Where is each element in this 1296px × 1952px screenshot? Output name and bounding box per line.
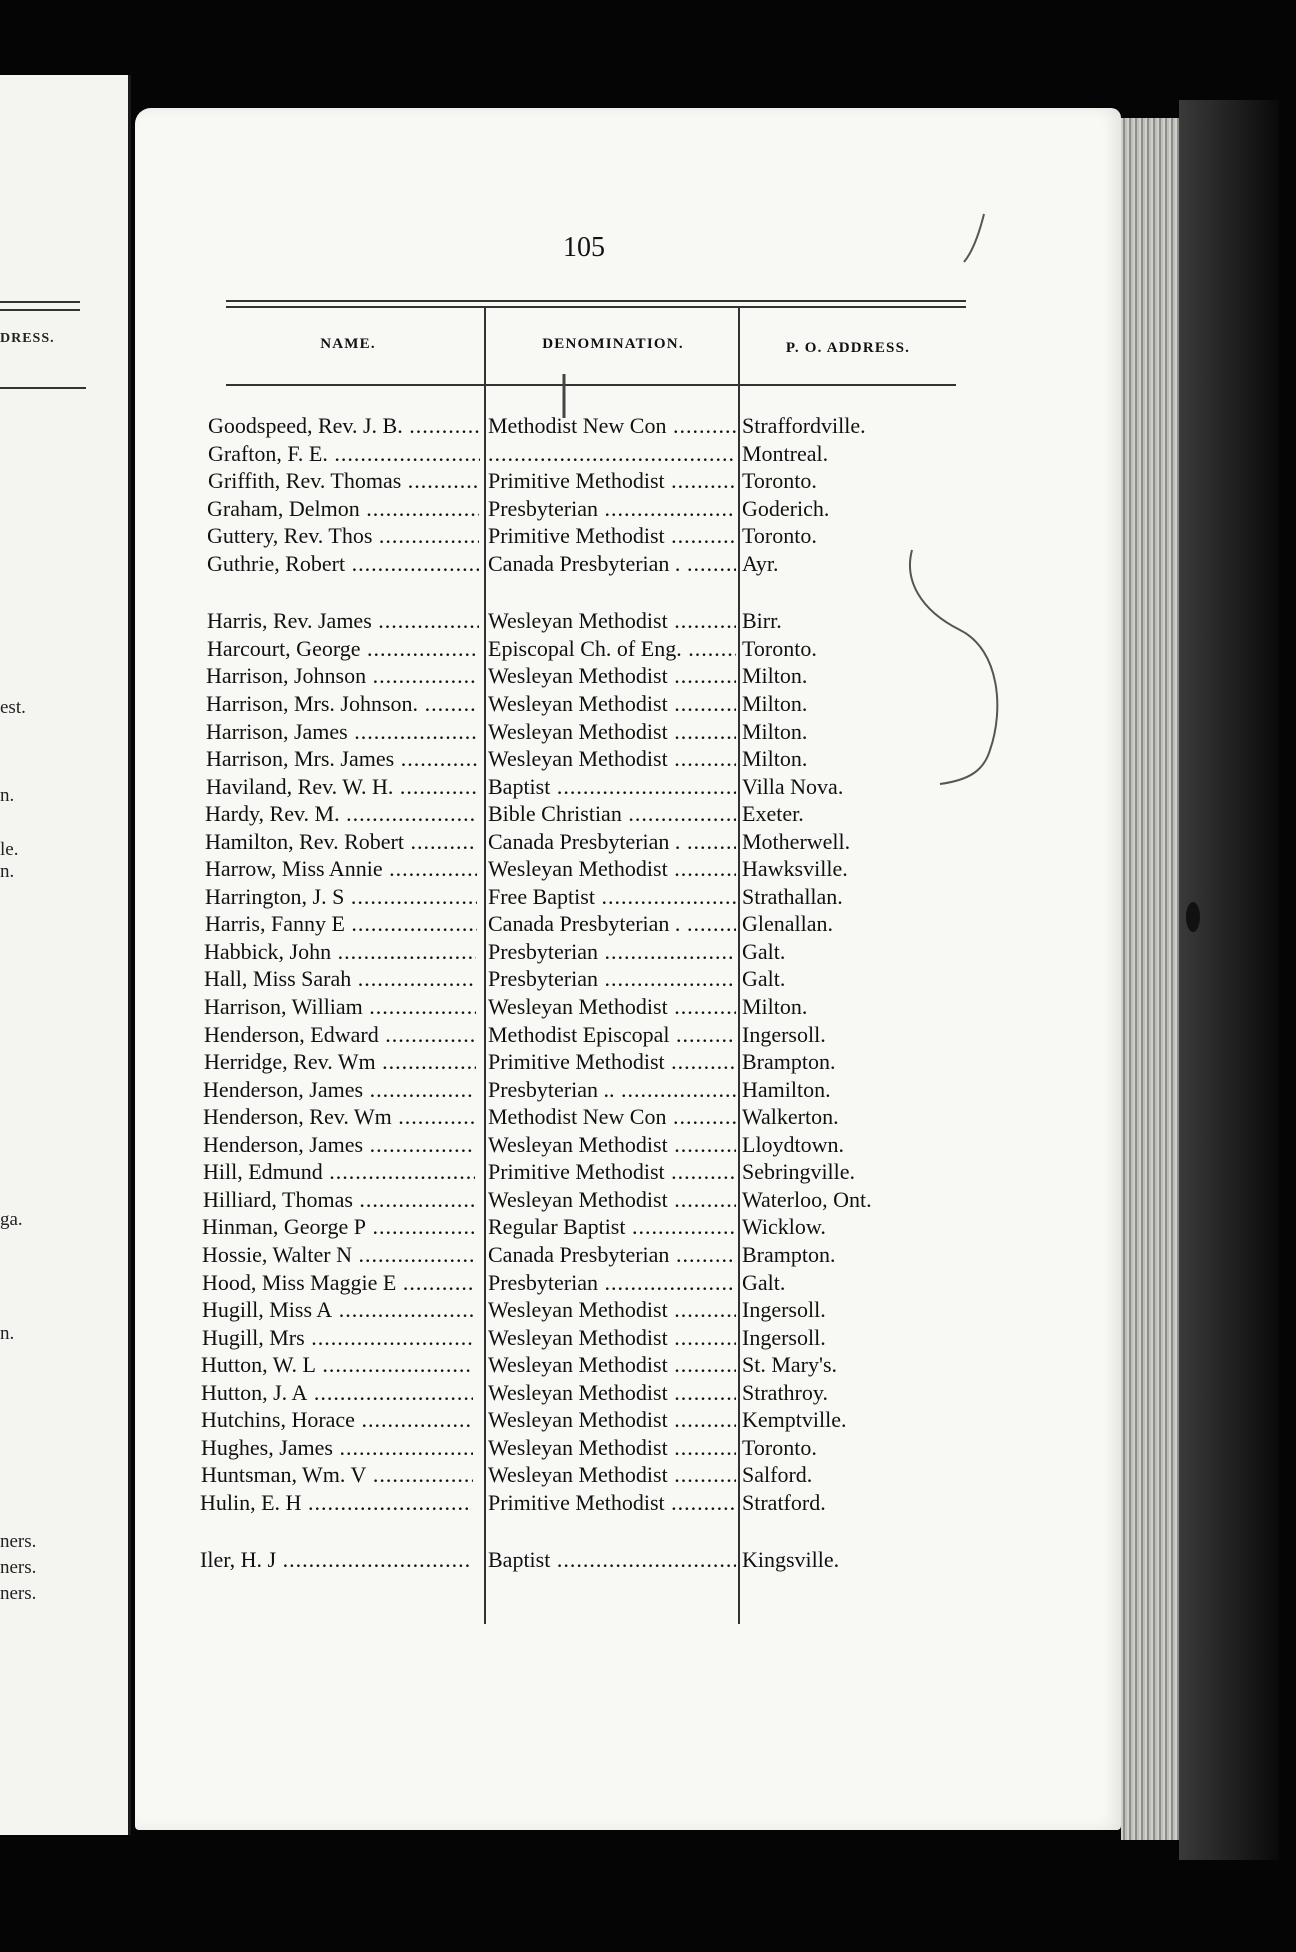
- row-name: Harrison, Mrs. Johnson. .....: [206, 690, 478, 718]
- row-address: Sebringville.: [742, 1159, 856, 1184]
- row-denomination: Wesleyan Methodist .....: [488, 993, 736, 1021]
- row-denomination: Methodist New Con .....: [488, 1103, 736, 1131]
- row-name: Harrison, James .....: [206, 718, 478, 746]
- facing-page-fragment: ga.: [0, 1209, 23, 1230]
- row-denomination: Wesleyan Methodist .....: [488, 1461, 736, 1489]
- row-denomination: Canada Presbyterian .....: [488, 1241, 736, 1269]
- row-denomination: Canada Presbyterian . .....: [488, 910, 736, 938]
- row-name: Harrison, William .....: [204, 993, 476, 1021]
- row-denomination: Methodist New Con .....: [488, 412, 736, 440]
- row-address: Toronto.: [742, 468, 817, 493]
- row-denomination: Primitive Methodist .....: [488, 1489, 736, 1517]
- row-name: Hilliard, Thomas .....: [203, 1186, 475, 1214]
- row-address: Kingsville.: [742, 1547, 840, 1572]
- row-name: Haviland, Rev. W. H. .....: [206, 773, 478, 801]
- row-denomination: Baptist .....: [488, 773, 736, 801]
- row-address: Salford.: [742, 1462, 813, 1487]
- row-denomination: Wesleyan Methodist .....: [488, 1186, 736, 1214]
- row-denomination: Methodist Episcopal .....: [488, 1021, 736, 1049]
- row-name: Henderson, James .....: [203, 1076, 475, 1104]
- row-name: Harrow, Miss Annie .....: [205, 855, 477, 883]
- row-address: Toronto.: [742, 523, 817, 548]
- row-name: Hugill, Mrs .....: [202, 1324, 474, 1352]
- row-name: Grafton, F. E. .....: [208, 440, 480, 468]
- row-denomination: Canada Presbyterian . .....: [488, 828, 736, 856]
- row-address: Birr.: [742, 608, 782, 633]
- row-address: Toronto.: [742, 1435, 817, 1460]
- row-denomination: Wesleyan Methodist .....: [488, 1434, 736, 1462]
- row-denomination: Wesleyan Methodist .....: [488, 855, 736, 883]
- row-denomination: Presbyterian .. .....: [488, 1076, 736, 1104]
- row-address: Ingersoll.: [742, 1022, 826, 1047]
- row-name: Goodspeed, Rev. J. B. .....: [208, 412, 480, 440]
- pencil-mark: [554, 372, 574, 422]
- row-denomination: Wesleyan Methodist .....: [488, 1296, 736, 1324]
- row-denomination: Wesleyan Methodist .....: [488, 718, 736, 746]
- row-name: Harris, Fanny E .....: [205, 910, 477, 938]
- row-name: Harris, Rev. James .....: [207, 607, 479, 635]
- row-denomination: Wesleyan Methodist .....: [488, 662, 736, 690]
- row-name: Huntsman, Wm. V .....: [201, 1461, 473, 1489]
- pencil-mark: [900, 540, 1010, 800]
- row-name: Harrison, Johnson .....: [206, 662, 478, 690]
- row-denomination: Wesleyan Methodist .....: [488, 1131, 736, 1159]
- row-denomination: Free Baptist .....: [488, 883, 736, 911]
- row-name: Griffith, Rev. Thomas .....: [208, 467, 480, 495]
- row-address: Exeter.: [742, 801, 804, 826]
- row-address: Stratford.: [742, 1490, 826, 1515]
- pencil-mark: [950, 210, 990, 270]
- row-denomination: [488, 440, 736, 468]
- row-address: Milton.: [742, 663, 808, 688]
- column-header-name: NAME.: [320, 336, 376, 352]
- row-denomination: Wesleyan Methodist .....: [488, 1351, 736, 1379]
- row-address: Walkerton.: [742, 1104, 839, 1129]
- row-name: Henderson, Edward .....: [204, 1021, 476, 1049]
- row-address: Strathallan.: [742, 884, 843, 909]
- facing-page-header: DRESS.: [0, 331, 55, 346]
- row-address: Milton.: [742, 746, 808, 771]
- facing-page-fragment: le.: [0, 839, 19, 860]
- row-name: Hardy, Rev. M. .....: [205, 800, 477, 828]
- row-address: Straffordville.: [742, 413, 866, 438]
- row-denomination: Wesleyan Methodist .....: [488, 690, 736, 718]
- row-address: Ingersoll.: [742, 1325, 826, 1350]
- row-address: Milton.: [742, 994, 808, 1019]
- row-name: Hutton, W. L .....: [201, 1351, 473, 1379]
- row-denomination: Primitive Methodist .....: [488, 522, 736, 550]
- row-name: Guttery, Rev. Thos .....: [207, 522, 479, 550]
- row-address: Ingersoll.: [742, 1297, 826, 1322]
- row-address: Ayr.: [742, 551, 779, 576]
- row-denomination: Presbyterian .....: [488, 495, 736, 523]
- row-name: Hossie, Walter N .....: [202, 1241, 474, 1269]
- row-denomination: Presbyterian .....: [488, 1269, 736, 1297]
- row-name: Graham, Delmon .....: [207, 495, 479, 523]
- row-address: Villa Nova.: [742, 774, 844, 799]
- facing-page-fragment: n.: [0, 861, 15, 882]
- facing-page-fragment: est.: [0, 697, 26, 718]
- row-name: Hill, Edmund .....: [203, 1158, 475, 1186]
- row-name: Henderson, Rev. Wm .....: [203, 1103, 475, 1131]
- row-name: Habbick, John .....: [204, 938, 476, 966]
- row-name: Hood, Miss Maggie E .....: [202, 1269, 474, 1297]
- row-name: Hutton, J. A .....: [201, 1379, 473, 1407]
- row-name: Harrington, J. S .....: [205, 883, 477, 911]
- row-denomination: Wesleyan Methodist .....: [488, 1324, 736, 1352]
- row-denomination: Wesleyan Methodist .....: [488, 1379, 736, 1407]
- row-address: Goderich.: [742, 496, 830, 521]
- row-denomination: Baptist .....: [488, 1546, 736, 1574]
- row-name: Hall, Miss Sarah .....: [204, 965, 476, 993]
- row-address: Galt.: [742, 966, 786, 991]
- row-address: Hawksville.: [742, 856, 848, 881]
- row-denomination: Presbyterian .....: [488, 965, 736, 993]
- row-address: Strathroy.: [742, 1380, 828, 1405]
- row-denomination: Primitive Methodist .....: [488, 467, 736, 495]
- row-address: Milton.: [742, 691, 808, 716]
- row-name: Harrison, Mrs. James .....: [206, 745, 478, 773]
- row-name: Harcourt, George .....: [207, 635, 479, 663]
- row-address: Kemptville.: [742, 1407, 847, 1432]
- row-name: Hughes, James .....: [201, 1434, 473, 1462]
- facing-page-fragment: ners.: [0, 1583, 37, 1604]
- row-address: Galt.: [742, 1270, 786, 1295]
- row-name: Henderson, James .....: [203, 1131, 475, 1159]
- row-address: Montreal.: [742, 441, 829, 466]
- row-name: Hinman, George P .....: [202, 1213, 474, 1241]
- ink-blot: [1186, 902, 1200, 932]
- facing-page-fragment: n.: [0, 785, 15, 806]
- row-denomination: Episcopal Ch. of Eng. .....: [488, 635, 736, 663]
- row-name: Guthrie, Robert .....: [207, 550, 479, 578]
- row-address: Motherwell.: [742, 829, 851, 854]
- row-denomination: Wesleyan Methodist .....: [488, 1406, 736, 1434]
- row-name: Herridge, Rev. Wm .....: [204, 1048, 476, 1076]
- row-name: Hamilton, Rev. Robert .....: [205, 828, 477, 856]
- row-address: Galt.: [742, 939, 786, 964]
- column-header-denomination: DENOMINATION.: [542, 336, 684, 352]
- row-address: Glenallan.: [742, 911, 834, 936]
- row-address: St. Mary's.: [742, 1352, 838, 1377]
- row-denomination: Bible Christian .....: [488, 800, 736, 828]
- facing-page-fragment: ners.: [0, 1557, 37, 1578]
- facing-page-fragment: n.: [0, 1323, 15, 1344]
- row-denomination: Canada Presbyterian . .....: [488, 550, 736, 578]
- row-address: Brampton.: [742, 1049, 836, 1074]
- facing-page-fragment: ners.: [0, 1531, 37, 1552]
- row-address: Hamilton.: [742, 1077, 831, 1102]
- row-name: Hutchins, Horace .....: [201, 1406, 473, 1434]
- row-name: Iler, H. J .....: [200, 1546, 472, 1574]
- row-address: Toronto.: [742, 636, 817, 661]
- row-address: Brampton.: [742, 1242, 836, 1267]
- row-name: Hulin, E. H .....: [200, 1489, 472, 1517]
- row-denomination: Wesleyan Methodist .....: [488, 745, 736, 773]
- column-header-address: P. O. ADDRESS.: [785, 340, 911, 356]
- row-denomination: Primitive Methodist .....: [488, 1158, 736, 1186]
- row-address: Lloydtown.: [742, 1132, 845, 1157]
- row-denomination: Wesleyan Methodist .....: [488, 607, 736, 635]
- row-denomination: Presbyterian .....: [488, 938, 736, 966]
- page-number: 105: [563, 232, 605, 263]
- row-denomination: Primitive Methodist .....: [488, 1048, 736, 1076]
- row-address: Waterloo, Ont.: [742, 1187, 872, 1212]
- row-denomination: Regular Baptist .....: [488, 1213, 736, 1241]
- row-name: Hugill, Miss A .....: [202, 1296, 474, 1324]
- row-address: Wicklow.: [742, 1214, 826, 1239]
- row-address: Milton.: [742, 719, 808, 744]
